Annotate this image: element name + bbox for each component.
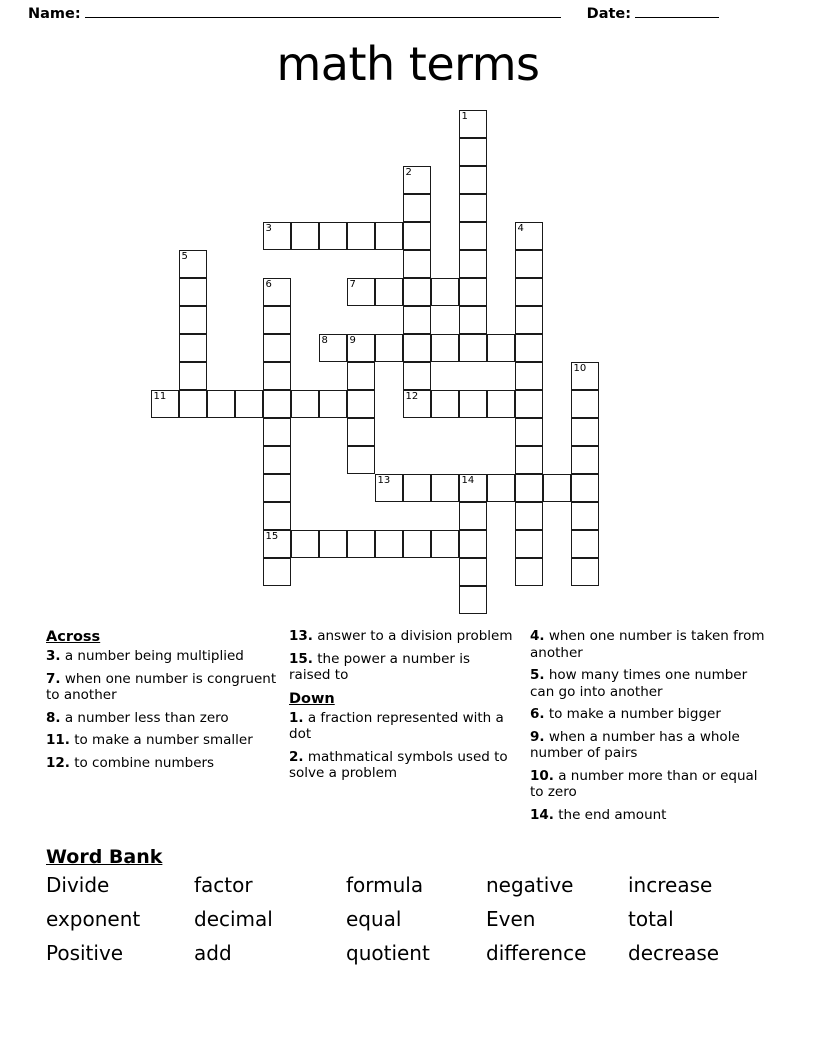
clue-text: to make a number smaller xyxy=(69,732,253,748)
grid-cell[interactable] xyxy=(403,306,431,334)
grid-cell[interactable] xyxy=(431,390,459,418)
grid-cell[interactable] xyxy=(403,194,431,222)
clue-item xyxy=(530,628,774,661)
clues-column-1 xyxy=(46,628,278,777)
grid-cell[interactable] xyxy=(515,474,543,502)
grid-cell[interactable] xyxy=(459,530,487,558)
grid-cell[interactable] xyxy=(571,474,599,502)
clue-item xyxy=(46,648,278,665)
grid-cell[interactable] xyxy=(459,586,487,614)
clue-item xyxy=(289,710,513,743)
grid-cell[interactable] xyxy=(207,390,235,418)
grid-cell[interactable] xyxy=(291,222,319,250)
grid-cell[interactable] xyxy=(459,390,487,418)
grid-cell[interactable] xyxy=(403,390,431,418)
word-bank-word: quotient xyxy=(346,941,430,965)
clue-item xyxy=(46,671,278,704)
grid-cell[interactable] xyxy=(515,558,543,586)
grid-cell[interactable] xyxy=(571,530,599,558)
word-bank-word: equal xyxy=(346,907,402,931)
clue-number: 7. xyxy=(46,670,61,687)
grid-cell[interactable] xyxy=(403,474,431,502)
grid-cell-number: 15 xyxy=(265,531,279,542)
grid-cell[interactable] xyxy=(291,530,319,558)
grid-cell[interactable] xyxy=(263,390,291,418)
word-bank-word: total xyxy=(628,907,674,931)
clue-number: 12. xyxy=(46,754,70,771)
clue-text: to make a number bigger xyxy=(544,706,721,722)
grid-cell[interactable] xyxy=(515,530,543,558)
grid-cell[interactable] xyxy=(375,334,403,362)
grid-cell-number: 8 xyxy=(321,335,328,346)
clue-item xyxy=(46,755,278,772)
clue-item xyxy=(530,706,774,723)
word-bank-word: difference xyxy=(486,941,587,965)
grid-cell[interactable] xyxy=(263,334,291,362)
grid-cell[interactable] xyxy=(375,222,403,250)
grid-cell[interactable] xyxy=(347,222,375,250)
grid-cell[interactable] xyxy=(319,530,347,558)
clue-number: 14. xyxy=(530,806,554,823)
grid-cell[interactable] xyxy=(459,166,487,194)
word-bank-word: exponent xyxy=(46,907,141,931)
clue-item xyxy=(530,667,774,700)
clue-text: to combine numbers xyxy=(69,754,215,771)
word-bank-word: factor xyxy=(194,873,253,897)
grid-cell-number: 7 xyxy=(349,279,356,290)
clues-section xyxy=(0,628,816,840)
grid-cell[interactable] xyxy=(515,446,543,474)
grid-cell[interactable] xyxy=(179,334,207,362)
clue-number: 6. xyxy=(530,706,545,722)
grid-cell[interactable] xyxy=(179,306,207,334)
grid-cell[interactable] xyxy=(347,446,375,474)
grid-cell[interactable] xyxy=(403,362,431,390)
grid-cell[interactable] xyxy=(263,558,291,586)
grid-cell[interactable] xyxy=(515,362,543,390)
grid-cell[interactable] xyxy=(431,474,459,502)
clue-text: answer to a division problem xyxy=(312,628,513,644)
word-bank-word: decrease xyxy=(628,941,720,965)
grid-cell[interactable] xyxy=(319,390,347,418)
clue-item xyxy=(530,768,774,801)
grid-cell[interactable] xyxy=(179,390,207,418)
clue-number: 4. xyxy=(530,628,545,644)
clue-item xyxy=(530,807,774,824)
grid-cell[interactable] xyxy=(319,222,347,250)
grid-cell[interactable] xyxy=(459,474,487,502)
grid-cell[interactable] xyxy=(571,362,599,390)
grid-cell[interactable] xyxy=(459,194,487,222)
grid-cell[interactable] xyxy=(431,334,459,362)
clue-text: when one number is taken from another xyxy=(530,628,765,661)
grid-cell[interactable] xyxy=(375,278,403,306)
word-bank-word: Even xyxy=(486,907,536,931)
grid-cell[interactable] xyxy=(459,110,487,138)
grid-cell[interactable] xyxy=(403,250,431,278)
grid-cell-number: 5 xyxy=(181,251,188,262)
clue-number: 11. xyxy=(46,732,70,748)
grid-cell[interactable] xyxy=(515,306,543,334)
clue-number: 9. xyxy=(530,728,545,745)
grid-cell[interactable] xyxy=(459,278,487,306)
clue-text: how many times one number can go into another xyxy=(530,667,748,700)
grid-cell[interactable] xyxy=(263,530,291,558)
clue-item xyxy=(289,749,513,782)
grid-cell[interactable] xyxy=(571,558,599,586)
clue-number: 3. xyxy=(46,648,61,664)
grid-cell[interactable] xyxy=(347,278,375,306)
date-label: Date: xyxy=(586,6,632,22)
grid-cell[interactable] xyxy=(263,446,291,474)
clue-number: 1. xyxy=(289,709,304,726)
grid-cell-number: 1 xyxy=(461,111,468,122)
word-bank-title: Word Bank xyxy=(46,846,163,868)
clue-text: a number being multiplied xyxy=(60,648,244,664)
grid-cell[interactable] xyxy=(571,390,599,418)
grid-cell[interactable] xyxy=(375,474,403,502)
grid-cell[interactable] xyxy=(459,334,487,362)
clue-number: 15. xyxy=(289,650,313,667)
clue-text: mathmatical symbols used to solve a problem xyxy=(289,748,508,781)
down-heading: Down xyxy=(289,690,335,707)
grid-cell[interactable] xyxy=(263,362,291,390)
word-bank-word: Divide xyxy=(46,873,110,897)
grid-cell[interactable] xyxy=(459,502,487,530)
clue-text: a number less than zero xyxy=(60,709,229,726)
grid-cell[interactable] xyxy=(571,418,599,446)
grid-cell[interactable] xyxy=(515,334,543,362)
grid-cell[interactable] xyxy=(319,334,347,362)
word-bank-word: add xyxy=(194,941,232,965)
clue-text: a fraction represented with a dot xyxy=(289,709,504,742)
clue-text: the power a number is raised to xyxy=(289,650,471,683)
grid-cell[interactable] xyxy=(347,334,375,362)
clue-item xyxy=(530,729,774,762)
grid-cell-number: 4 xyxy=(517,223,524,234)
word-bank-word: formula xyxy=(346,873,424,897)
grid-cell[interactable] xyxy=(487,334,515,362)
grid-cell[interactable] xyxy=(179,278,207,306)
grid-cell-number: 13 xyxy=(377,475,391,486)
grid-cell[interactable] xyxy=(487,390,515,418)
clue-number: 2. xyxy=(289,748,304,765)
grid-cell[interactable] xyxy=(459,250,487,278)
grid-cell[interactable] xyxy=(263,306,291,334)
grid-cell[interactable] xyxy=(459,306,487,334)
grid-cell-number: 2 xyxy=(405,167,412,178)
word-bank-word: increase xyxy=(628,873,713,897)
grid-cell[interactable] xyxy=(263,502,291,530)
grid-cell[interactable] xyxy=(403,334,431,362)
clue-number: 13. xyxy=(289,628,313,644)
grid-cell[interactable] xyxy=(459,222,487,250)
grid-cell[interactable] xyxy=(179,250,207,278)
grid-cell-number: 11 xyxy=(153,391,167,402)
grid-cell[interactable] xyxy=(515,418,543,446)
grid-cell[interactable] xyxy=(347,362,375,390)
grid-cell[interactable] xyxy=(487,474,515,502)
grid-cell[interactable] xyxy=(515,250,543,278)
clue-item xyxy=(46,710,278,727)
grid-cell[interactable] xyxy=(263,278,291,306)
word-bank xyxy=(46,845,776,967)
word-bank-list xyxy=(46,871,776,967)
clues-column-3 xyxy=(530,628,774,829)
grid-cell[interactable] xyxy=(235,390,263,418)
grid-cell-number: 10 xyxy=(573,363,587,374)
word-bank-word: decimal xyxy=(194,907,273,931)
grid-cell[interactable] xyxy=(431,530,459,558)
clue-item xyxy=(289,628,513,645)
clue-number: 10. xyxy=(530,767,554,784)
grid-cell-number: 9 xyxy=(349,335,356,346)
grid-cell[interactable] xyxy=(403,278,431,306)
grid-cell-number: 14 xyxy=(461,475,475,486)
grid-cell[interactable] xyxy=(179,362,207,390)
clue-text: when a number has a whole number of pairs xyxy=(530,728,740,761)
grid-cell[interactable] xyxy=(291,390,319,418)
grid-cell[interactable] xyxy=(347,530,375,558)
clues-column-2 xyxy=(289,628,513,788)
grid-cell[interactable] xyxy=(263,222,291,250)
clue-item xyxy=(289,651,513,684)
grid-cell[interactable] xyxy=(515,222,543,250)
grid-cell[interactable] xyxy=(515,390,543,418)
clue-item xyxy=(46,732,278,749)
word-bank-word: Positive xyxy=(46,941,124,965)
grid-cell[interactable] xyxy=(403,166,431,194)
clue-text: a number more than or equal to zero xyxy=(530,767,758,800)
grid-cell-number: 12 xyxy=(405,391,419,402)
clue-number: 8. xyxy=(46,709,61,726)
grid-cell[interactable] xyxy=(263,418,291,446)
grid-cell[interactable] xyxy=(571,502,599,530)
clue-text: the end amount xyxy=(553,806,667,823)
grid-cell[interactable] xyxy=(431,278,459,306)
grid-cell[interactable] xyxy=(263,474,291,502)
grid-cell[interactable] xyxy=(543,474,571,502)
grid-cell[interactable] xyxy=(151,390,179,418)
page-title: math terms xyxy=(276,37,540,91)
grid-cell-number: 6 xyxy=(265,279,272,290)
grid-cell[interactable] xyxy=(459,558,487,586)
grid-cell[interactable] xyxy=(459,138,487,166)
across-heading: Across xyxy=(46,629,101,645)
grid-cell[interactable] xyxy=(347,390,375,418)
name-label: Name: xyxy=(28,6,81,22)
clue-text: when one number is congruent to another xyxy=(46,670,277,703)
word-bank-word: negative xyxy=(486,873,574,897)
grid-cell[interactable] xyxy=(403,530,431,558)
grid-cell[interactable] xyxy=(515,278,543,306)
grid-cell[interactable] xyxy=(347,418,375,446)
grid-cell[interactable] xyxy=(403,222,431,250)
grid-cell-number: 3 xyxy=(265,223,272,234)
grid-cell[interactable] xyxy=(375,530,403,558)
clue-number: 5. xyxy=(530,667,545,683)
grid-cell[interactable] xyxy=(515,502,543,530)
grid-cell[interactable] xyxy=(571,446,599,474)
